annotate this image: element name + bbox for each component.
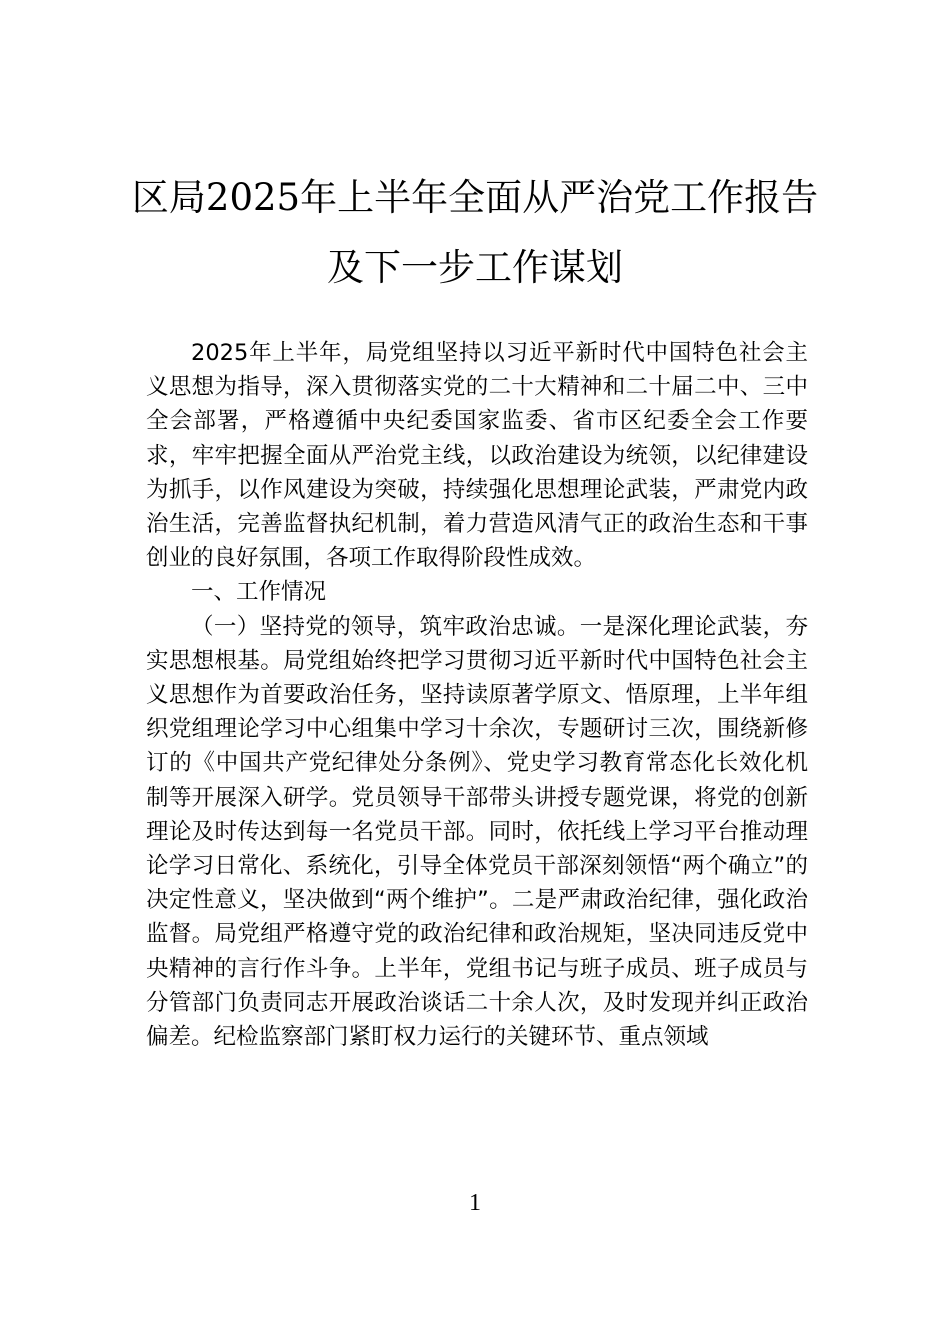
document-title-line-1: 区局2025年上半年全面从严治党工作报告 — [131, 176, 819, 219]
body-paragraph: （一）坚持党的领导，筑牢政治忠诚。一是深化理论武装，夯实思想根基。局党组始终把学习贯彻习近平新时代中国特色社会主义思想作为首要政治任务，坚持读原著学原文、悟原理，上半年组织党组理论学习中心组集中学习十余次，专题研讨三次，围绕新修订的《中国共产党纪律处分条例》、党史学习教育常态化长效化机制等开展深入研学。党员领导干部带头讲授专题党课，将党的创新理论及时传达到每一名党员干部。同时，依托线上学习平台推动理论学习日常化、系统化，引导全体党员干部深刻领悟“两个确立”的决定性意义，坚决做到“两个维护”。二是严肃政治纪律，强化政治监督。局党组严格遵守党的政治纪律和政治规矩，坚决同违反党中央精神的言行作斗争。上半年，党组书记与班子成员、班子成员与分管部门负责同志开展政治谈话二十余人次，及时发现并纠正政治偏差。纪检监察部门紧盯权力运行的关键环节、重点领域 — [146, 613, 808, 1051]
document-title-line-2: 及下一步工作谋划 — [327, 246, 623, 289]
document-body — [146, 336, 808, 1054]
page-number: 1 — [469, 1190, 481, 1216]
section-heading: 一、工作情况 — [191, 579, 327, 606]
intro-paragraph: 2025年上半年，局党组坚持以习近平新时代中国特色社会主义思想为指导，深入贯彻落实党的二十大精神和二十届二中、三中全会部署，严格遵循中央纪委国家监委、省市区纪委全会工作要求，牢牢把握全面从严治党主线，以政治建设为统领，以纪律建设为抓手，以作风建设为突破，持续强化思想理论武装，严肃党内政治生活，完善监督执纪机制，着力营造风清气正的政治生态和干事创业的良好氛围，各项工作取得阶段性成效。 — [146, 340, 808, 572]
